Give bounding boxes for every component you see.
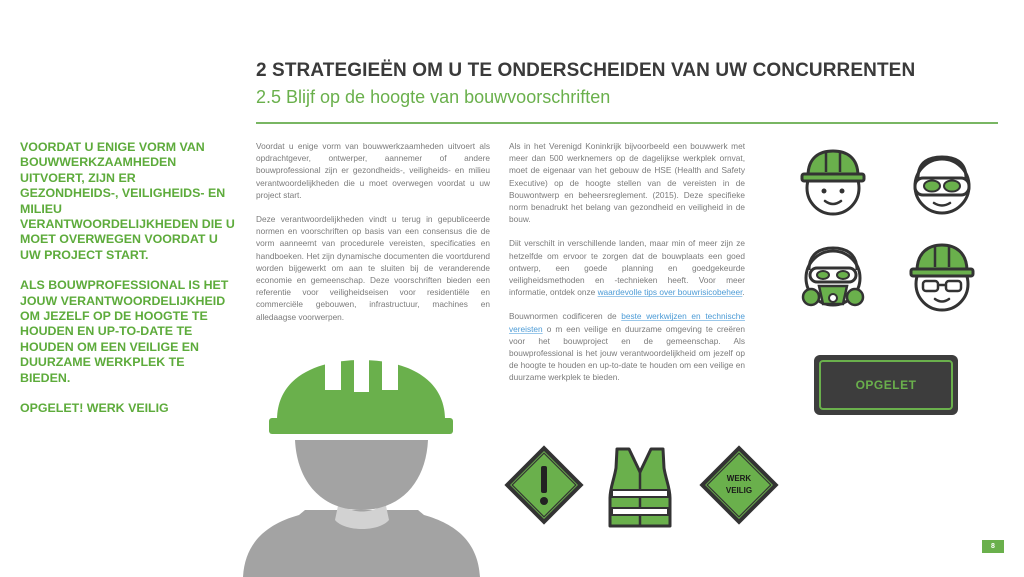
sidebar-paragraph-3: OPGELET! WERK VEILIG — [20, 401, 169, 416]
gas-mask-icon — [797, 240, 869, 316]
opgelet-sign — [814, 355, 958, 415]
sidebar-callout — [20, 140, 235, 432]
warning-sign-icon — [499, 440, 589, 530]
column2-paragraph-3 — [509, 310, 745, 383]
page-title: 2 STRATEGIEËN OM U TE ONDERSCHEIDEN VAN UW CONCURRENTEN — [256, 60, 916, 81]
column1-paragraph-1: Voordat u enige vorm van bouwwerkzaamheden uitvoert als opdrachtgever, ontwerper, aannemer of andere bouwprofessional zijn er gezondheids-, veiligheids- en milieu verantwoordelijkheden die u moet overwegen voordat u uw project start. — [256, 141, 490, 200]
sidebar-paragraph-1: VOORDAT U ENIGE VORM VAN BOUWWERKZAAMHEDEN UITVOERT, ZIJN ER GEZONDHEIDS-, VEILIGHEIDS- EN MILIEU VERANTWOORDELIJKHEDEN DIE U MOET OVERWEGEN VOORDAT U UW PROJECT START. — [20, 140, 235, 262]
helmet-face-icon — [797, 148, 869, 220]
opgelet-label: OPGELET — [855, 378, 917, 392]
safety-vest-icon — [608, 446, 672, 528]
goggles-face-icon — [906, 148, 978, 220]
column1-paragraph-2: Deze verantwoordelijkheden vindt u terug in gepubliceerde normen en voorschriften op basis van een consensus die de vorm aanneemt van procedurele vereisten, specificaties en handboeken. Het zijn dynamische documenten die voortdurend worden bijgewerkt om aan te sluiten bij de veranderende economie en gemeenschap. Deze voorschriften bieden een referentie voor veiligheidseisen voor residentiële en commerciële gebouwen, infrastructuur, machines en alledaagse voorwerpen. — [256, 214, 490, 322]
body-column-1 — [256, 140, 490, 335]
title-divider — [256, 122, 998, 124]
column2-paragraph-3-start: Bouwnormen codificeren de — [509, 311, 622, 322]
sidebar-paragraph-2: ALS BOUWPROFESSIONAL IS HET JOUW VERANTWOORDELIJKHEID OM JEZELF OP DE HOOGTE TE HOUDEN EN UP-TO-DATE TE HOUDEN OM EEN VEILIGE EN DUURZAME WERKPLEK TE BIEDEN. — [20, 278, 229, 385]
section-subtitle: 2.5 Blijf op de hoogte van bouwvoorschriften — [256, 87, 611, 107]
helmet-glasses-icon — [906, 240, 978, 316]
column2-paragraph-3-text: o m een veilige en duurzame omgeving te creëren voor het bouwproject en de gemeenschap. Als bouwprofessional is het jouw verantwoordelijkheid om jezelf op de hoogte te houden en up-to-date te houden om een veilige en duurzame werkplek te bieden. — [509, 323, 745, 383]
page-number: 8 — [982, 540, 1004, 553]
werk-sign-label-line-2: VEILIG — [725, 486, 753, 495]
body-column-2 — [509, 140, 745, 396]
best-practices-link[interactable]: beste werkwijzen en technische vereisten — [509, 311, 745, 334]
column2-paragraph-2-text: Diit verschilt in verschillende landen, maar min of meer zijn ze hetzelfde om ervoor te zorgen dat de bouwplaats een goed ontwerp, een goede planning en goedgekeurde veiligheidsmethoden en -technieken heeft. Voor meer informatie, ontdek onze — [509, 238, 745, 298]
risk-management-tips-link[interactable]: waardevolle tips over bouwrisicobeheer — [597, 287, 743, 298]
hard-hat-worker-icon — [243, 352, 480, 577]
column2-paragraph-2 — [509, 237, 745, 298]
werk-sign-label-line-1: WERK — [726, 474, 752, 483]
column2-paragraph-2-end: . — [742, 287, 745, 298]
column2-paragraph-1: Als in het Verenigd Koninkrijk bijvoorbeeld een bouwwerk met meer dan 500 werknemers op de dagelijkse werkplek ornvat, moet de eigenaar van het gebouw de HSE (Health and Safety Executive) op de hoogte stellen van de vereisten in de Bouwontwerp en beheersreglement. (2015). Deze specifieke norm benadrukt het belang van gezondheid en veiligheid in de bouw. — [509, 141, 745, 225]
werk-veilig-sign-icon — [694, 440, 784, 530]
opgelet-sign-border — [819, 360, 953, 410]
